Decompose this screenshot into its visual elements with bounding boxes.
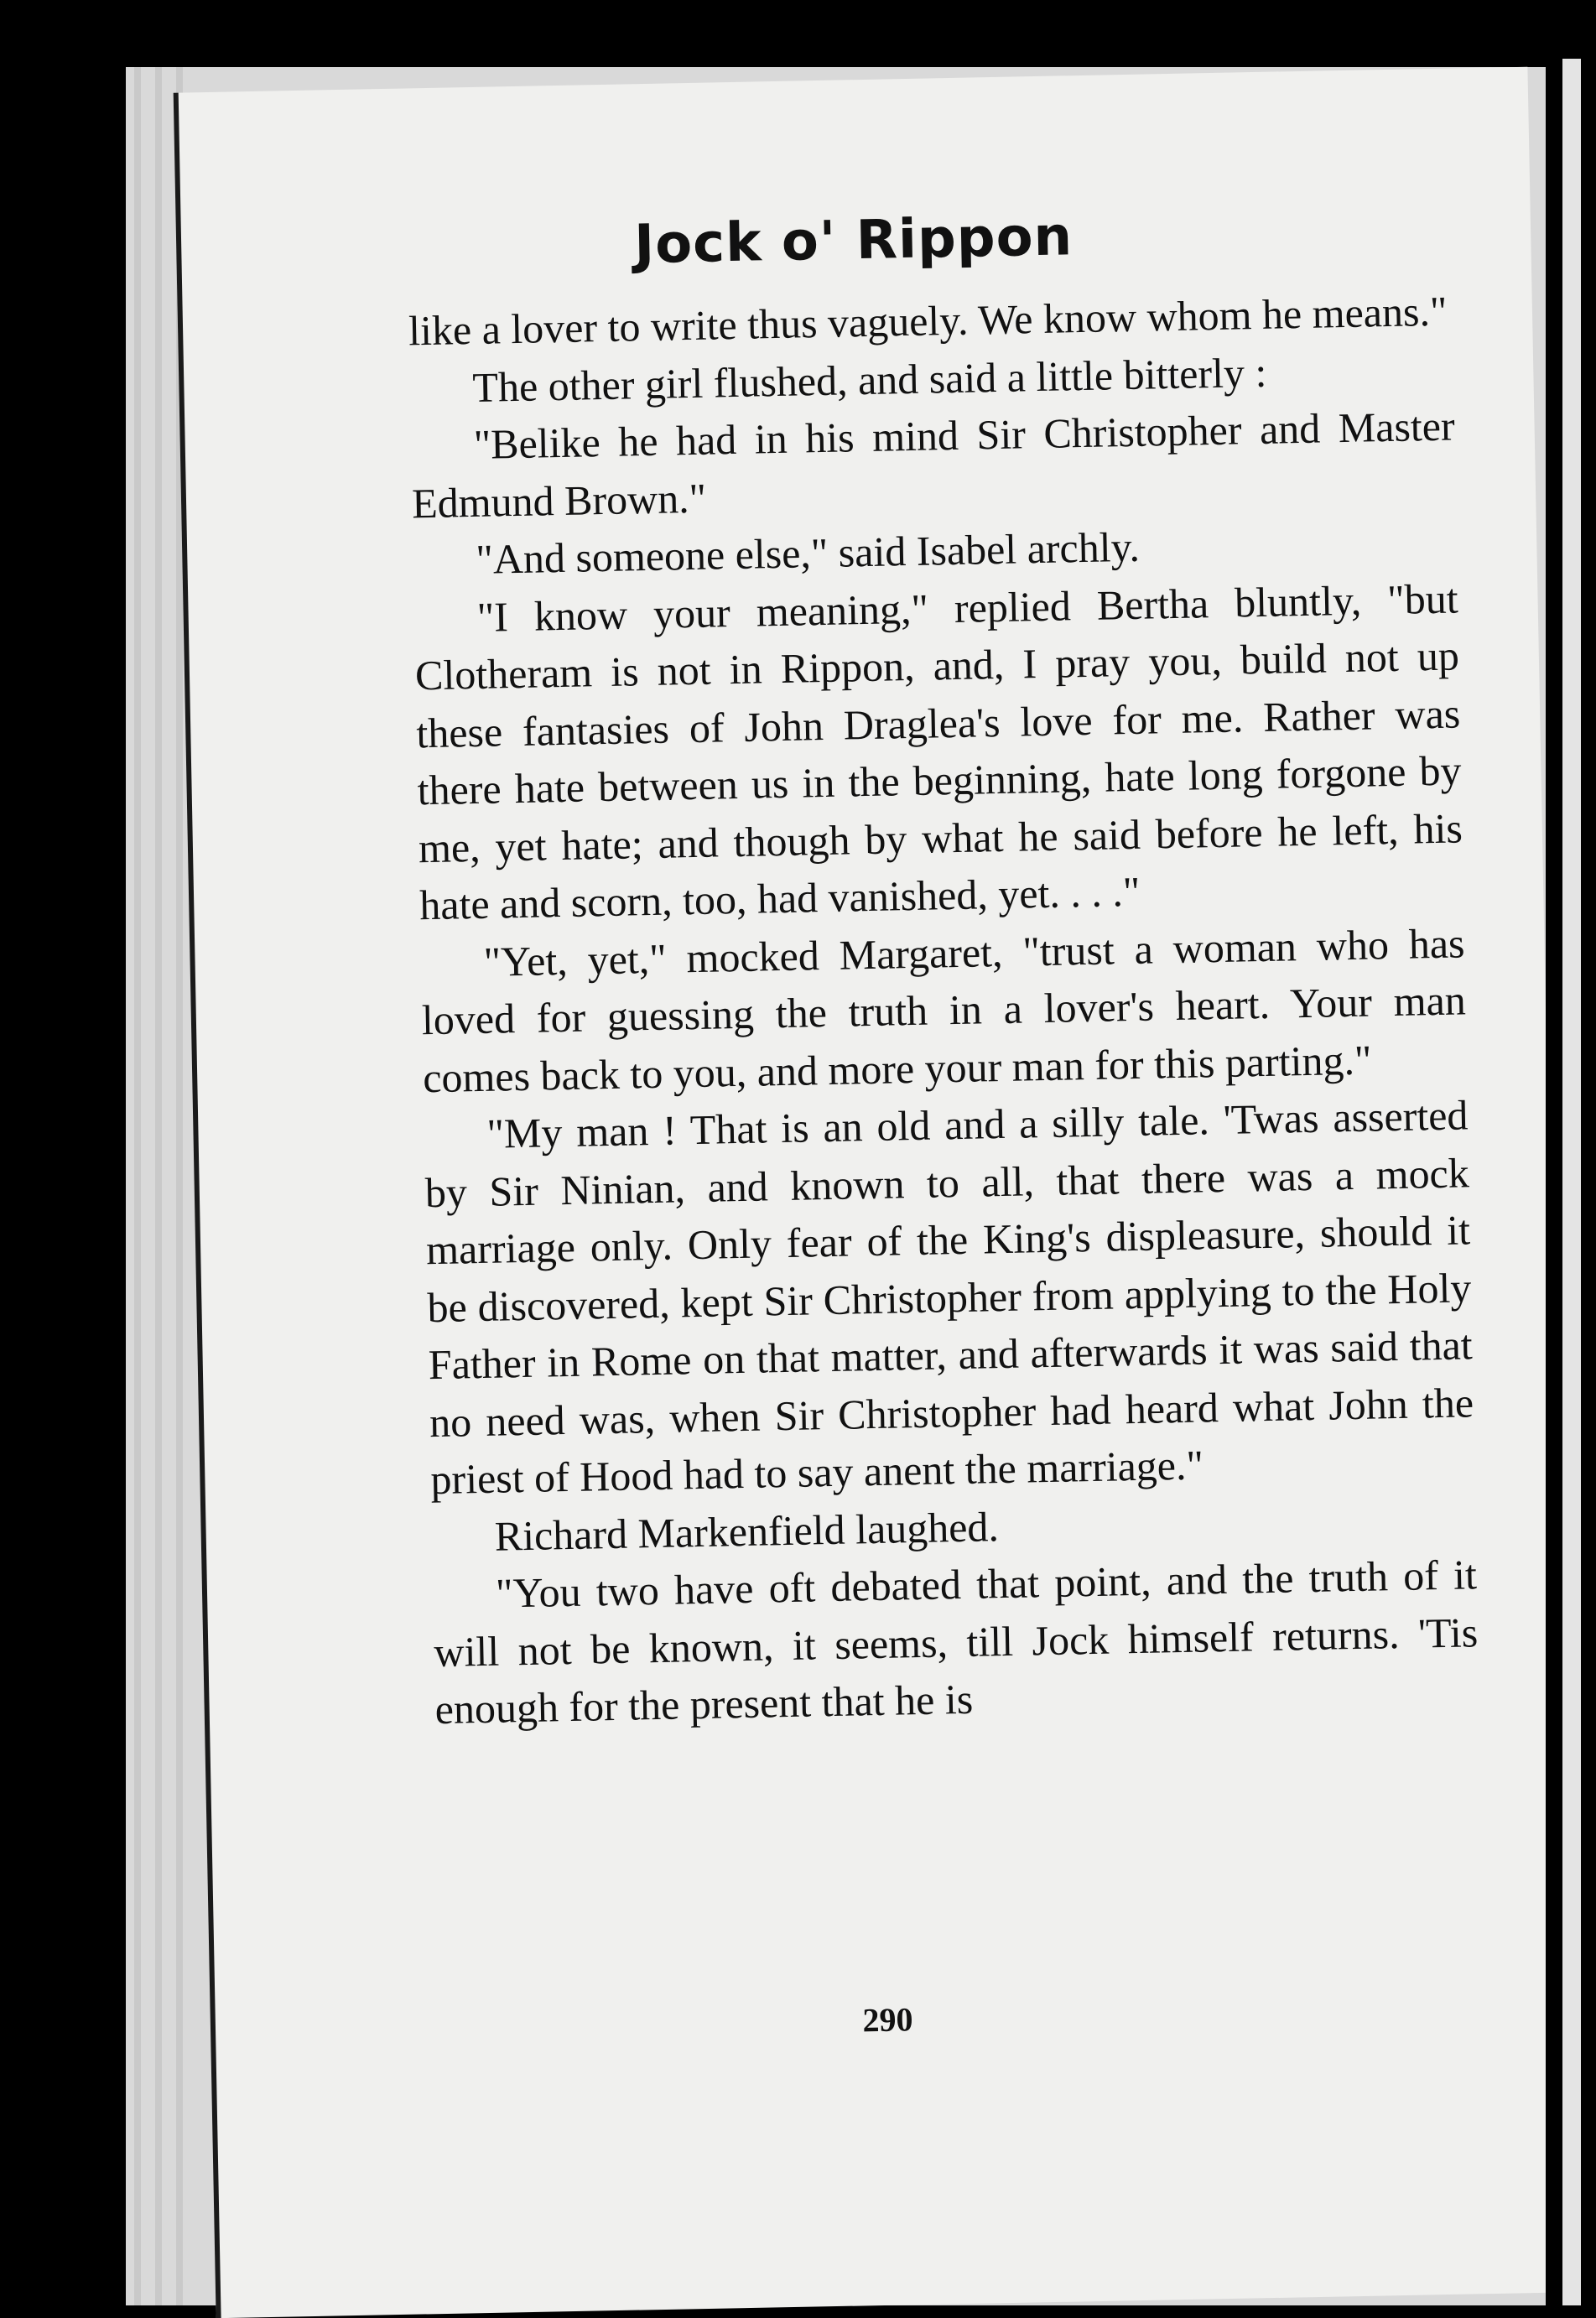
- paragraph: Richard Markenfield laughed.: [494, 1502, 1000, 1560]
- book-page: [174, 67, 1571, 2318]
- body-text: [408, 283, 1480, 1738]
- paragraph: "Belike he had in his mind Sir Christopher and Master Edmund Brown.": [411, 402, 1456, 527]
- paragraph: "You two have oft debated that point, and the truth of it will not be known, it seems, till Jock himself returns. 'Tis enough for the present that he is: [433, 1551, 1479, 1733]
- page-edge: [155, 67, 162, 2305]
- paragraph: like a lover to write thus vaguely. We know whom he means.": [408, 287, 1448, 355]
- paragraph: "Yet, yet," mocked Margaret, "trust a woman who has loved for guessing the truth in a lover's heart. Your man comes back to you, and more your man for this parting.": [421, 918, 1467, 1101]
- page-edge: [134, 67, 141, 2305]
- running-head: Jock o' Rippon: [633, 205, 1074, 277]
- facing-page-edge: [1562, 59, 1581, 2305]
- paragraph: "I know your meaning," replied Bertha bluntly, "but Clotheram is not in Rippon, and, I pray you, build not up these fantasies of John Draglea's love for me. Rather was there hate between us in the beginning, hate long forgone by me, yet hate; and though by what he said before he left, his hate and scorn, too, had vanished, yet. . . .": [414, 574, 1463, 929]
- paragraph: The other girl flushed, and said a little bitterly :: [471, 348, 1267, 411]
- paragraph: "And someone else," said Isabel archly.: [475, 522, 1141, 583]
- paragraph: "My man ! That is an old and a silly tale. 'Twas asserted by Sir Ninian, and known to all, that there was a mock marriage only. Only fear of the King's displeasure, should it be discovered, kept Sir Christopher from applying to the Holy Father in Rome on that matter, and afterwards it was said that no need was, when Sir Christopher had heard what John the priest of Hood had to say anent the marriage.": [424, 1091, 1474, 1504]
- page-number: 290: [862, 2000, 913, 2040]
